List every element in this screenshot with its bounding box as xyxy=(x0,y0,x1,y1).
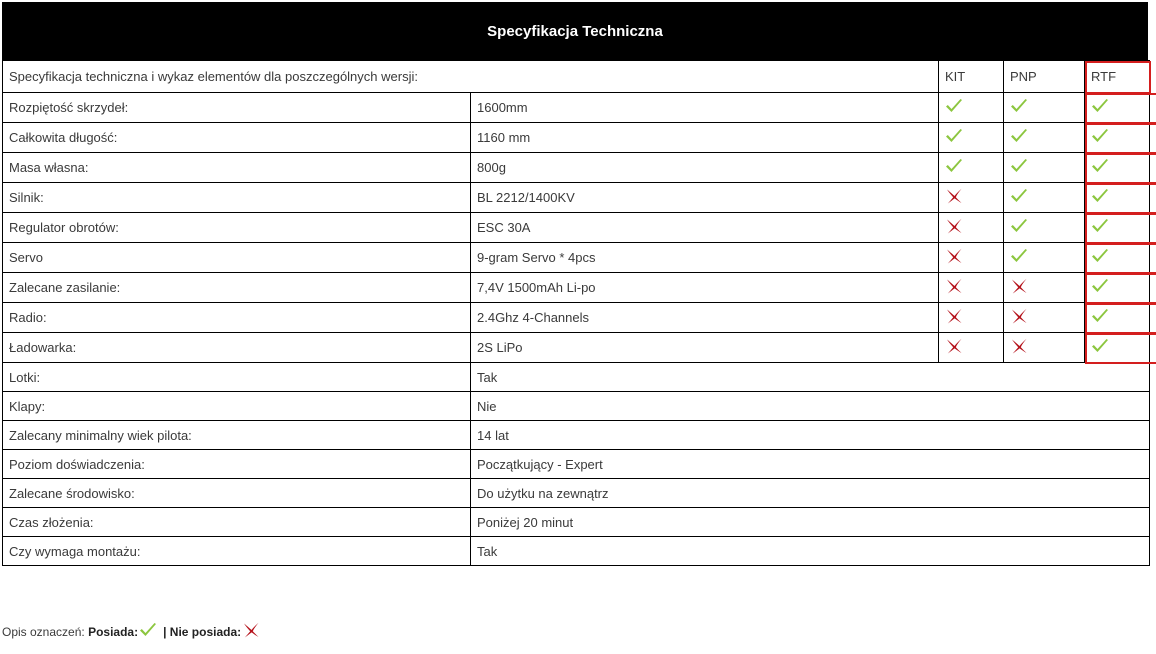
check-icon xyxy=(1010,218,1028,237)
table-row xyxy=(3,123,1150,153)
table-row xyxy=(3,450,1150,479)
legend-yes-label: Posiada: xyxy=(88,624,139,639)
check-icon xyxy=(1091,248,1109,267)
table-row xyxy=(3,537,1150,566)
table-row xyxy=(3,479,1150,508)
check-icon xyxy=(1091,338,1109,357)
row-value: Do użytku na zewnątrz xyxy=(471,479,1150,508)
table-row xyxy=(3,243,1150,273)
legend-separator: | xyxy=(163,624,167,639)
row-label: Zalecane zasilanie: xyxy=(3,273,471,303)
kit-cell xyxy=(939,183,1004,213)
table-row xyxy=(3,183,1150,213)
row-label: Poziom doświadczenia: xyxy=(3,450,471,479)
row-value: BL 2212/1400KV xyxy=(471,183,939,213)
kit-cell xyxy=(939,243,1004,273)
table-row xyxy=(3,93,1150,123)
row-value: 2S LiPo xyxy=(471,333,939,363)
table-header-row xyxy=(3,61,1150,93)
rtf-cell xyxy=(1085,333,1150,363)
pnp-cell xyxy=(1004,213,1085,243)
pnp-cell xyxy=(1004,333,1085,363)
row-value: 800g xyxy=(471,153,939,183)
check-icon xyxy=(945,128,963,147)
check-icon xyxy=(139,622,157,641)
rtf-cell xyxy=(1085,93,1150,123)
row-label: Servo xyxy=(3,243,471,273)
row-label: Rozpiętość skrzydeł: xyxy=(3,93,471,123)
pnp-cell xyxy=(1004,273,1085,303)
cross-icon xyxy=(945,338,963,357)
row-value: 9-gram Servo * 4pcs xyxy=(471,243,939,273)
col-pnp: PNP xyxy=(1004,61,1085,93)
rtf-cell xyxy=(1085,243,1150,273)
row-label: Silnik: xyxy=(3,183,471,213)
row-label: Zalecany minimalny wiek pilota: xyxy=(3,421,471,450)
cross-icon xyxy=(1010,308,1028,327)
rtf-cell xyxy=(1085,303,1150,333)
cross-icon xyxy=(945,248,963,267)
intro-cell: Specyfikacja techniczna i wykaz elementów dla poszczególnych wersji: xyxy=(3,61,939,93)
table-row xyxy=(3,333,1150,363)
pnp-cell xyxy=(1004,93,1085,123)
check-icon xyxy=(1091,128,1109,147)
row-value: 7,4V 1500mAh Li-po xyxy=(471,273,939,303)
spec-section xyxy=(2,2,1148,566)
table-row xyxy=(3,303,1150,333)
row-value: Tak xyxy=(471,363,1150,392)
kit-cell xyxy=(939,273,1004,303)
check-icon xyxy=(1091,158,1109,177)
row-value: Początkujący - Expert xyxy=(471,450,1150,479)
rtf-cell xyxy=(1085,273,1150,303)
check-icon xyxy=(945,98,963,117)
rtf-cell xyxy=(1085,123,1150,153)
check-icon xyxy=(1010,158,1028,177)
cross-icon xyxy=(945,278,963,297)
table-row xyxy=(3,273,1150,303)
legend-no-label: Nie posiada: xyxy=(169,624,242,639)
kit-cell xyxy=(939,303,1004,333)
table-row xyxy=(3,363,1150,392)
row-value: Tak xyxy=(471,537,1150,566)
cross-icon xyxy=(945,188,963,207)
check-icon xyxy=(1091,278,1109,297)
cross-icon xyxy=(945,218,963,237)
pnp-cell xyxy=(1004,183,1085,213)
row-label: Radio: xyxy=(3,303,471,333)
cross-icon xyxy=(1010,338,1028,357)
check-icon xyxy=(1091,98,1109,117)
cross-icon xyxy=(1010,278,1028,297)
row-label: Całkowita długość: xyxy=(3,123,471,153)
check-icon xyxy=(1010,248,1028,267)
col-kit: KIT xyxy=(939,61,1004,93)
check-icon xyxy=(1091,218,1109,237)
pnp-cell xyxy=(1004,243,1085,273)
col-rtf: RTF xyxy=(1085,61,1150,93)
check-icon xyxy=(1091,188,1109,207)
table-row xyxy=(3,392,1150,421)
kit-cell xyxy=(939,213,1004,243)
cross-icon xyxy=(242,622,260,641)
pnp-cell xyxy=(1004,123,1085,153)
row-label: Czas złożenia: xyxy=(3,508,471,537)
check-icon xyxy=(1010,98,1028,117)
rtf-cell xyxy=(1085,153,1150,183)
rtf-cell xyxy=(1085,183,1150,213)
row-label: Czy wymaga montażu: xyxy=(3,537,471,566)
kit-cell xyxy=(939,123,1004,153)
spec-table xyxy=(2,60,1150,566)
table-row xyxy=(3,153,1150,183)
row-value: 1600mm xyxy=(471,93,939,123)
table-row xyxy=(3,508,1150,537)
cross-icon xyxy=(945,308,963,327)
kit-cell xyxy=(939,333,1004,363)
pnp-cell xyxy=(1004,303,1085,333)
legend-prefix: Opis oznaczeń: xyxy=(2,624,85,639)
spec-title: Specyfikacja Techniczna xyxy=(487,22,663,40)
spec-header xyxy=(2,2,1148,60)
kit-cell xyxy=(939,93,1004,123)
table-row xyxy=(3,213,1150,243)
row-label: Klapy: xyxy=(3,392,471,421)
row-label: Masa własna: xyxy=(3,153,471,183)
row-label: Ładowarka: xyxy=(3,333,471,363)
row-value: 2.4Ghz 4-Channels xyxy=(471,303,939,333)
check-icon xyxy=(1010,128,1028,147)
row-value: 14 lat xyxy=(471,421,1150,450)
row-value: ESC 30A xyxy=(471,213,939,243)
pnp-cell xyxy=(1004,153,1085,183)
table-row xyxy=(3,421,1150,450)
row-value: Poniżej 20 minut xyxy=(471,508,1150,537)
check-icon xyxy=(945,158,963,177)
row-label: Lotki: xyxy=(3,363,471,392)
row-label: Zalecane środowisko: xyxy=(3,479,471,508)
rtf-cell xyxy=(1085,213,1150,243)
row-label: Regulator obrotów: xyxy=(3,213,471,243)
legend xyxy=(2,622,260,641)
row-value: 1160 mm xyxy=(471,123,939,153)
check-icon xyxy=(1010,188,1028,207)
kit-cell xyxy=(939,153,1004,183)
row-value: Nie xyxy=(471,392,1150,421)
check-icon xyxy=(1091,308,1109,327)
